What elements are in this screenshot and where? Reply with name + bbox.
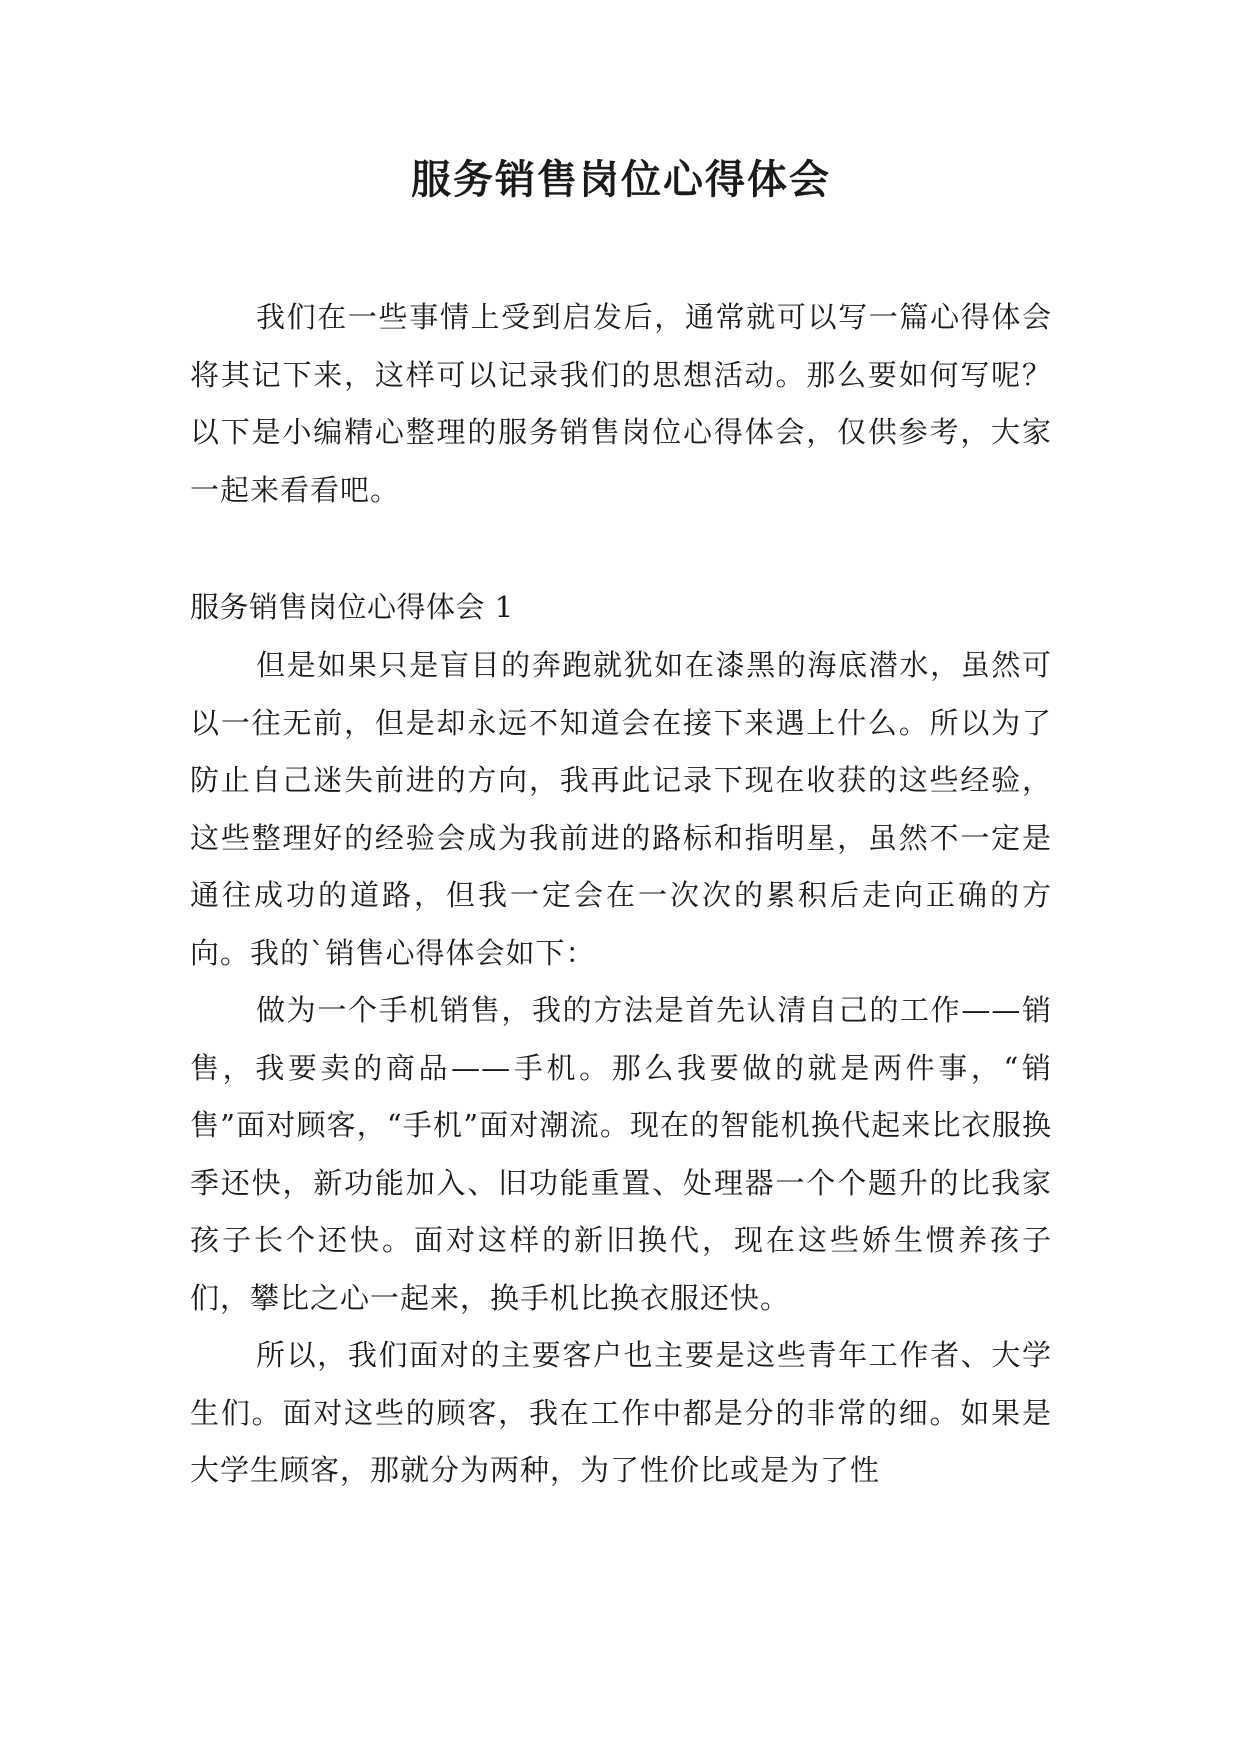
body-paragraph: 做为一个手机销售，我的方法是首先认清自己的工作——销售，我要卖的商品——手机。那么我要做的就是两件事，“销售”面对顾客，“手机”面对潮流。现在的智能机换代起来比衣服换季还快，新功能加入、旧功能重置、处理器一个个题升的比我家孩子长个还快。面对这样的新旧换代，现在这些娇生惯养孩子们，攀比之心一起来，换手机比换衣服还快。 (190, 993, 1052, 1315)
intro-paragraph: 我们在一些事情上受到启发后，通常就可以写一篇心得体会将其记下来，这样可以记录我们的思想活动。那么要如何写呢？以下是小编精心整理的服务销售岗位心得体会，仅供参考，大家一起来看看吧。 (190, 300, 1052, 507)
section-body (190, 637, 1052, 1500)
intro-block (190, 289, 1052, 519)
body-paragraph: 但是如果只是盲目的奔跑就犹如在漆黑的海底潜水，虽然可以一往无前，但是却永远不知道会在接下来遇上什么。所以为了防止自己迷失前进的方向，我再此记录下现在收获的这些经验，这些整理好的经验会成为我前进的路标和指明星，虽然不一定是通往成功的道路，但我一定会在一次次的累积后走向正确的方向。我的`销售心得体会如下： (190, 648, 1052, 970)
document-page (190, 0, 1052, 1754)
body-paragraph: 所以，我们面对的主要客户也主要是这些青年工作者、大学生们。面对这些的顾客，我在工作中都是分的非常的细。如果是大学生顾客，那就分为两种，为了性价比或是为了性 (190, 1338, 1052, 1487)
document-title: 服务销售岗位心得体会 (411, 156, 831, 203)
section-heading: 服务销售岗位心得体会 1 (190, 590, 514, 624)
